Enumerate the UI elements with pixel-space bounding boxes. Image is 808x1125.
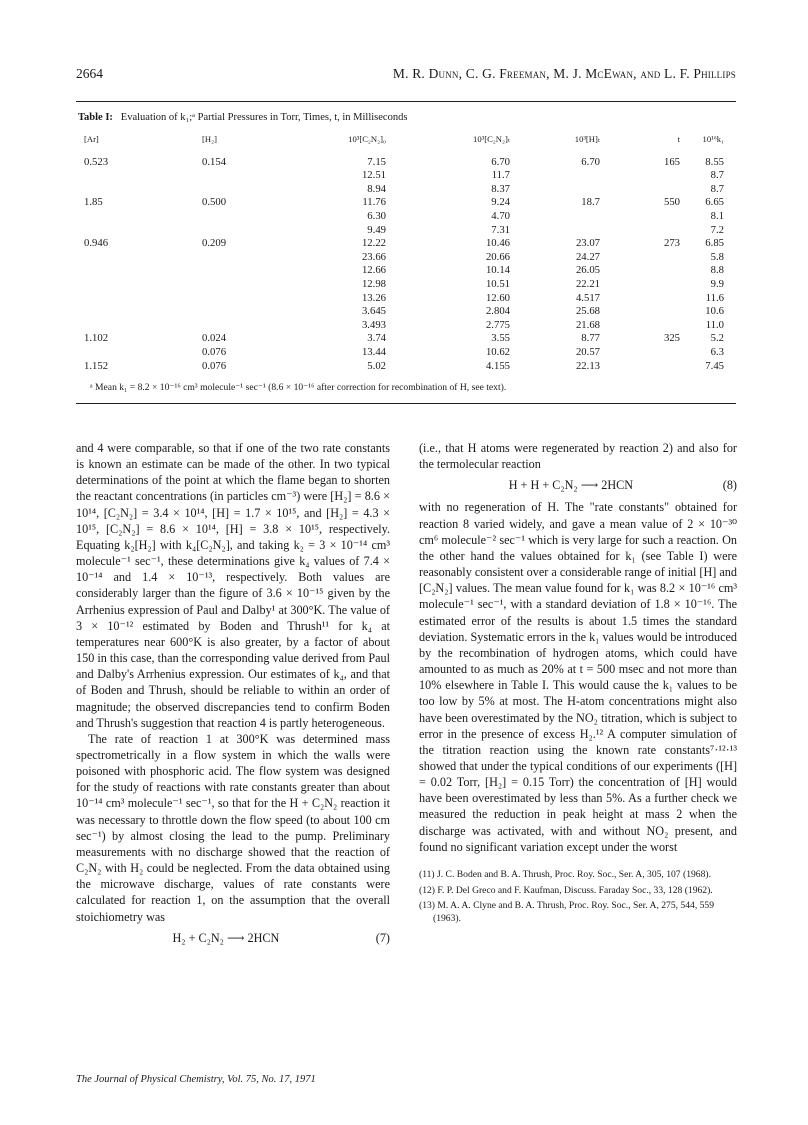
table-cell: 325 — [663, 332, 680, 345]
table-row — [76, 196, 736, 210]
table-cell: 0.024 — [202, 332, 227, 345]
table-cell: 23.66 — [361, 250, 386, 263]
reference-item: (13) M. A. A. Clyne and B. A. Thrush, Proc. Roy. Soc., Ser. A, 275, 544, 559 (1963). — [419, 900, 715, 924]
table-cell — [76, 169, 202, 183]
table-cell: 2.804 — [485, 305, 510, 318]
table-cell: 7.45 — [705, 359, 724, 372]
table-cell: 1.85 — [84, 196, 103, 209]
table-row — [76, 278, 736, 292]
table-cell — [202, 169, 298, 183]
table-cell — [610, 346, 686, 360]
table-cell: 9.24 — [491, 196, 510, 209]
table-cell: 22.21 — [575, 277, 600, 290]
equation-number: (8) — [722, 478, 737, 493]
table-row — [76, 169, 736, 183]
table-cell: 22.13 — [575, 359, 600, 372]
table-cell: 12.98 — [361, 277, 386, 290]
table-cell: 6.3 — [710, 345, 724, 358]
table-cell: 26.05 — [575, 264, 600, 277]
table-row — [76, 210, 736, 224]
table-cell — [518, 224, 610, 238]
page-header — [76, 66, 736, 84]
table-cell: 11.0 — [705, 318, 724, 331]
table-cell: 6.70 — [581, 155, 600, 168]
reference-item: (12) F. P. Del Greco and F. Kaufman, Discuss. Faraday Soc., 33, 128 (1962). — [419, 884, 713, 896]
table-cell — [202, 305, 298, 319]
table-cell: 10.46 — [485, 237, 510, 250]
table-cell — [202, 251, 298, 265]
col-header: 10³[H]ₜ — [574, 134, 600, 144]
table-row — [76, 360, 736, 374]
table-cell: 3.645 — [361, 305, 386, 318]
table-cell: 3.74 — [367, 332, 386, 345]
references — [419, 869, 737, 925]
col-header: 10¹⁶k₁ — [702, 134, 724, 144]
table-cell — [518, 169, 610, 183]
table-cell: 8.7 — [710, 169, 724, 182]
col-header: 10³[C₂N₂]₀ — [348, 134, 386, 144]
table-cell — [202, 183, 298, 197]
table-block — [76, 101, 736, 404]
reference-item: (11) J. C. Boden and B. A. Thrush, Proc. Roy. Soc., Ser. A, 305, 107 (1968). — [419, 868, 711, 880]
table-cell — [76, 319, 202, 333]
table-cell: 3.493 — [361, 318, 386, 331]
col-header: 10³[C₂N₂]ₜ — [473, 134, 510, 144]
table-cell: 3.55 — [491, 332, 510, 345]
table-cell: 12.51 — [361, 169, 386, 182]
table-caption — [78, 112, 736, 123]
table-cell: 0.500 — [202, 196, 227, 209]
equation-text: H + H + C₂N₂ ⟶ 2HCN — [508, 478, 634, 493]
table-cell: 7.15 — [367, 155, 386, 168]
table-cell — [610, 183, 686, 197]
table-cell: 13.44 — [361, 345, 386, 358]
table-bottom-rule — [76, 403, 736, 404]
table-cell: 11.76 — [362, 196, 386, 209]
table-cell: 25.68 — [575, 305, 600, 318]
table-cell: 0.523 — [84, 155, 109, 168]
table-cell: 5.02 — [367, 359, 386, 372]
table-cell: 273 — [663, 237, 680, 250]
table-cell: 8.7 — [710, 182, 724, 195]
table-cell: 6.70 — [491, 155, 510, 168]
table-cell: 10.62 — [485, 345, 510, 358]
table-row — [76, 237, 736, 251]
right-column — [419, 440, 737, 928]
table-cell: 8.1 — [710, 209, 724, 222]
table-cell — [76, 251, 202, 265]
table-cell: 0.076 — [202, 359, 227, 372]
table-row — [76, 305, 736, 319]
table-top-rule — [76, 101, 736, 102]
table-cell: 21.68 — [575, 318, 600, 331]
table-footnote: ᵃ Mean k₁ = 8.2 × 10⁻¹⁶ cm³ molecule⁻¹ sec⁻¹ (8.6 × 10⁻¹⁶ after correction for recombination of H, see text). — [90, 382, 507, 394]
table-cell — [610, 224, 686, 238]
paragraph: The rate of reaction 1 at 300°K was determined mass spectrometrically in a flow system in which the walls were poisoned with phosphoric acid. The flow system was designed for the study of reactions with rate constants greater than about 10⁻¹⁴ cm³ molecule⁻¹ sec⁻¹, so that for the H + C₂N₂ reaction it was necessary to throttle down the flow speed (to about 100 cm sec⁻¹) by almost closing the lead to the pump. Preliminary measurements with no discharge showed that the reaction of C₂N₂ with H₂ could be neglected. From the data obtained using the microwave discharge, values of rate constants were calculated for reaction 1, on the assumption that the overall stoichiometry was — [76, 731, 390, 924]
table-cell: 5.2 — [710, 332, 724, 345]
col-header: [H₂] — [202, 134, 217, 144]
table-body — [76, 156, 736, 374]
equation-7 — [76, 930, 390, 946]
table-cell: 0.076 — [202, 345, 227, 358]
table-cell — [202, 264, 298, 278]
table-cell — [76, 224, 202, 238]
table-cell: 0.154 — [202, 155, 227, 168]
table-cell: 12.22 — [361, 237, 386, 250]
table-row — [76, 292, 736, 306]
table-cell: 7.31 — [491, 223, 510, 236]
table-cell: 6.65 — [705, 196, 724, 209]
table-cell — [610, 278, 686, 292]
table-cell: 8.94 — [367, 182, 386, 195]
table-cell: 4.517 — [575, 291, 600, 304]
table-caption-label: Table I: — [78, 112, 113, 123]
table-cell — [610, 210, 686, 224]
table-row — [76, 183, 736, 197]
table-cell: 550 — [663, 196, 680, 209]
table-cell: 10.14 — [485, 264, 510, 277]
table-cell: 11.6 — [705, 291, 724, 304]
table-row — [76, 224, 736, 238]
table-cell: 0.946 — [84, 237, 109, 250]
table-cell — [610, 169, 686, 183]
table-cell: 8.37 — [491, 182, 510, 195]
table-row — [76, 156, 736, 170]
table-cell — [76, 292, 202, 306]
equation-8 — [419, 477, 737, 493]
table-cell: 2.775 — [485, 318, 510, 331]
table-cell — [610, 264, 686, 278]
running-authors: M. R. Dunn, C. G. Freeman, M. J. McEwan, and L. F. Phillips — [392, 66, 736, 81]
table-cell: 10.6 — [705, 305, 724, 318]
table-cell — [76, 183, 202, 197]
table-cell — [610, 319, 686, 333]
left-column — [76, 440, 390, 952]
table-cell — [518, 183, 610, 197]
table-cell — [76, 305, 202, 319]
table-cell: 23.07 — [575, 237, 600, 250]
table-cell: 1.102 — [84, 332, 109, 345]
table-cell: 10.51 — [485, 277, 510, 290]
table-cell: 0.209 — [202, 237, 227, 250]
table-cell: 1.152 — [84, 359, 109, 372]
table-row — [76, 264, 736, 278]
table-cell: 18.7 — [581, 196, 600, 209]
table-row — [76, 346, 736, 360]
table-cell: 24.27 — [575, 250, 600, 263]
table-cell: 6.30 — [367, 209, 386, 222]
table-cell: 5.8 — [710, 250, 724, 263]
table-cell: 13.26 — [361, 291, 386, 304]
table-cell — [610, 305, 686, 319]
table-cell: 165 — [663, 155, 680, 168]
equation-text: H₂ + C₂N₂ ⟶ 2HCN — [172, 930, 280, 945]
table-cell: 12.66 — [361, 264, 386, 277]
table-cell — [610, 360, 686, 374]
paragraph: and 4 were comparable, so that if one of the two rate constants is known an estimate can be made of the other. In two typical determinations of the point at which the flame began to shorten the reactant concentrations (in particles cm⁻³) were [H₂] = 8.6 × 10¹⁴, [C₂N₂] = 3.4 × 10¹⁴, [H] = 1.7 × 10¹⁵, and [H₂] = 4.3 × 10¹⁵, [C₂N₂] = 8.6 × 10¹⁴, [H] = 3.8 × 10¹⁵, respectively. Equating k₂[H₂] with k₄[C₂N₂], and taking k₂ = 3 × 10⁻¹⁴ cm³ molecule⁻¹ sec⁻¹, these determinations give k₄ values of 7.4 × 10⁻¹⁴ and 1.4 × 10⁻¹³, respectively. Both values are considerably larger than the figure of 3.6 × 10⁻¹⁵ given by the Arrhenius expression of Paul and Dalby¹ at 300°K. The value of 3 × 10⁻¹² estimated by Boden and Thrush¹¹ for k₄ at temperatures near 600°K is also greater, by a factor of about 150 in this case, than the corresponding value derived from Paul and Dalby's Arrhenius expression. Our estimates of k₄, and that of Boden and Thrush, should be reliable to within an order of magnitude; the observed discrepancies tend to confirm Boden and Thrush's suggestion that reaction 4 is partly heterogeneous. — [76, 441, 390, 730]
table-cell — [76, 264, 202, 278]
table-cell: 12.60 — [485, 291, 510, 304]
table-cell — [202, 224, 298, 238]
table-cell — [610, 292, 686, 306]
journal-footer: The Journal of Physical Chemistry, Vol. 75, No. 17, 1971 — [76, 1074, 316, 1085]
paragraph: with no regeneration of H. The "rate constants" obtained for reaction 8 varied widely, and gave a mean value of 2 × 10⁻³⁰ cm⁶ molecule⁻² sec⁻¹ which is very large for such a reaction. On the other hand the values obtained for k₁ (see Table I) were reasonably consistent over a considerable range of initial [H] and [C₂N₂] values. The mean value found for k₁ was 8.2 × 10⁻¹⁶ cm³ molecule⁻¹ sec⁻¹, with a standard deviation of 1.8 × 10⁻¹⁶. The estimated error of the results is about 1.5 times the standard deviation. Systematic errors in the k₁ values would be introduced by the recombination of hydrogen atoms, which could have amounted to as much as 20% at t = 500 msec and not more than 10% elsewhere in Table I. This would cause the k₁ values to be too low by 5% at most. The H-atom concentrations might also have been overestimated by the NO₂ titration, which is subject to error in the presence of excess H₂.¹² A computer simulation of the titration reaction using the known rate constants⁷·¹²·¹³ showed that under the typical conditions of our experiments ([H] = 0.02 Torr, [H₂] = 0.15 Torr) the concentration of [H] would have been overestimated by less than 5%. As a further check we measured the reduction in peak height at mass 2 when the discharge was activated, with and without NO₂ present, and found no significant variation except under the worst — [419, 500, 737, 854]
table-cell: 11.7 — [491, 169, 510, 182]
table-header-row — [76, 133, 736, 156]
table-cell — [202, 319, 298, 333]
table-cell — [76, 346, 202, 360]
table-row — [76, 332, 736, 346]
table-cell: 20.66 — [485, 250, 510, 263]
equation-number: (7) — [375, 930, 390, 945]
col-header: t — [677, 134, 680, 144]
table-cell — [76, 278, 202, 292]
table-caption-text: Evaluation of k₁;ᵃ Partial Pressures in Torr, Times, t, in Milliseconds — [120, 112, 408, 123]
col-header: [Ar] — [84, 134, 99, 144]
table-cell: 7.2 — [710, 223, 724, 236]
table-cell: 4.70 — [491, 209, 510, 222]
table-cell: 8.8 — [710, 264, 724, 277]
data-table — [76, 133, 736, 373]
table-row — [76, 251, 736, 265]
table-cell: 6.85 — [705, 237, 724, 250]
table-cell: 20.57 — [575, 345, 600, 358]
paragraph: (i.e., that H atoms were regenerated by reaction 2) and also for the termolecular reaction — [419, 441, 737, 472]
page-number: 2664 — [76, 66, 103, 81]
table-cell — [76, 210, 202, 224]
table-cell: 9.49 — [367, 223, 386, 236]
table-cell — [610, 251, 686, 265]
table-cell: 4.155 — [485, 359, 510, 372]
table-cell: 9.9 — [710, 277, 724, 290]
table-cell — [202, 292, 298, 306]
table-cell — [202, 278, 298, 292]
table-cell: 8.55 — [705, 155, 724, 168]
table-cell: 8.77 — [581, 332, 600, 345]
table-cell — [518, 210, 610, 224]
table-row — [76, 319, 736, 333]
table-cell — [202, 210, 298, 224]
